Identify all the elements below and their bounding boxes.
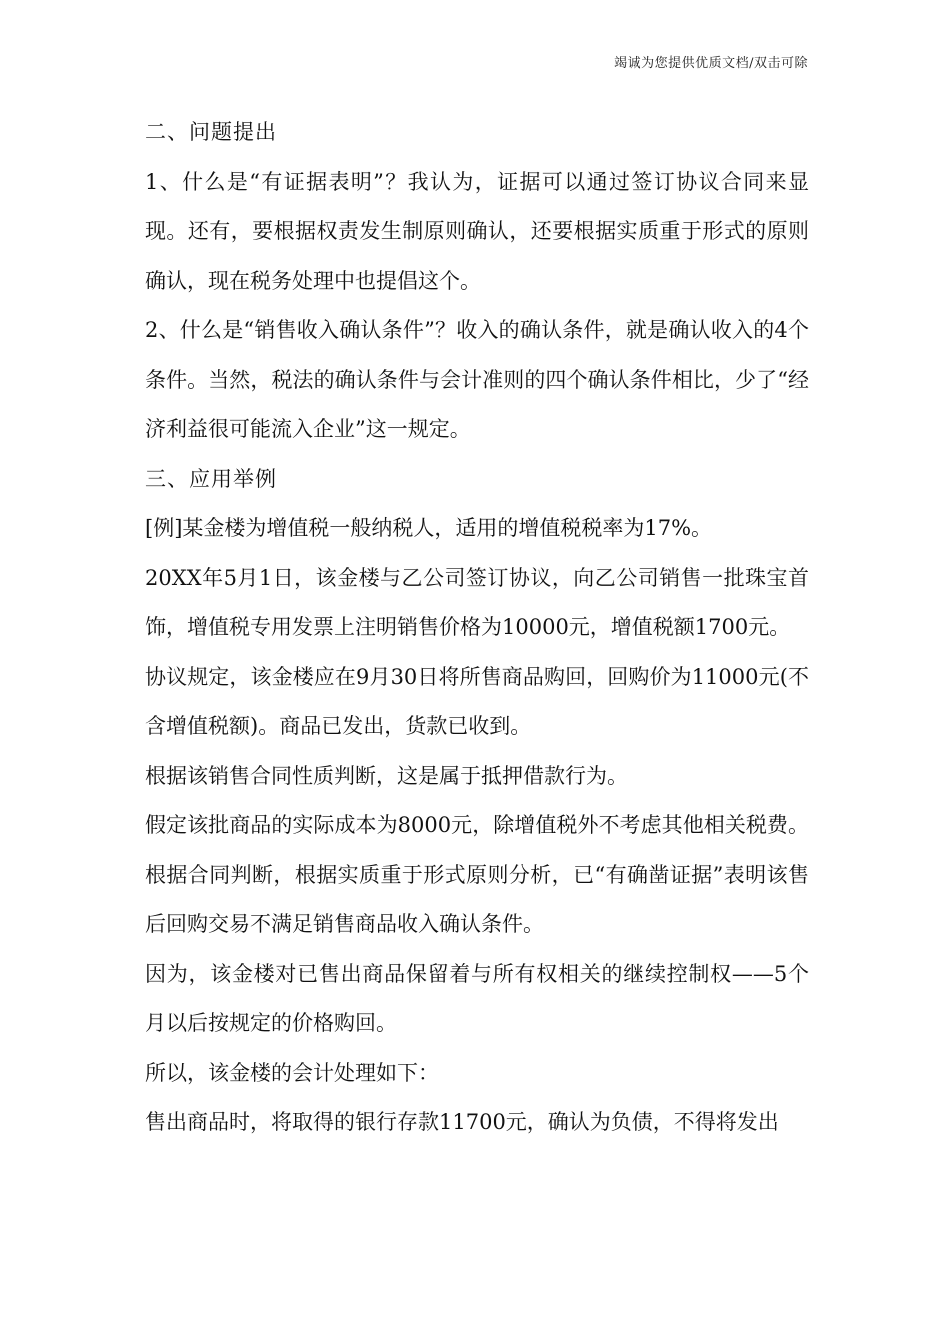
paragraph-sale-agreement: 20XX年5月1日，该金楼与乙公司签订协议，向乙公司销售一批珠宝首饰，增值税专用发票上注明销售价格为10000元，增值税额1700元。 <box>145 565 809 639</box>
paragraph-repurchase-terms: 协议规定，该金楼应在9月30日将所售商品购回，回购价为11000元(不含增值税额)。商品已发出，货款已收到。 <box>145 664 809 738</box>
document-body <box>145 108 809 1148</box>
paragraph-reason: 因为，该金楼对已售出商品保留着与所有权相关的继续控制权——5个月以后按规定的价格购回。 <box>145 961 809 1035</box>
header-note: 竭诚为您提供优质文档/双击可除 <box>614 56 808 71</box>
section-heading-problem: 二、问题提出 <box>145 120 277 144</box>
paragraph-question-2: 2、什么是“销售收入确认条件”？收入的确认条件，就是确认收入的4个条件。当然，税法的确认条件与会计准则的四个确认条件相比，少了“经济利益很可能流入企业”这一规定。 <box>145 318 809 441</box>
paragraph-example-intro: [例]某金楼为增值税一般纳税人，适用的增值税税率为17%。 <box>145 516 713 540</box>
paragraph-question-1: 1、什么是“有证据表明”？我认为，证据可以通过签订协议合同来显现。还有，要根据权责发生制原则确认，还要根据实质重于形式的原则确认，现在税务处理中也提倡这个。 <box>145 169 809 293</box>
section-heading-example: 三、应用举例 <box>145 466 277 491</box>
paragraph-judgement: 根据该销售合同性质判断，这是属于抵押借款行为。 <box>145 763 628 788</box>
paragraph-cost-assumption: 假定该批商品的实际成本为8000元，除增值税外不考虑其他相关税费。根据合同判断，根据实质重于形式原则分析，已“有确凿证据”表明该售后回购交易不满足销售商品收入确认条件。 <box>145 813 809 936</box>
paragraph-accounting-entry: 售出商品时，将取得的银行存款11700元，确认为负债，不得将发出 <box>145 1110 779 1134</box>
paragraph-accounting-intro: 所以，该金楼的会计处理如下： <box>145 1060 439 1085</box>
